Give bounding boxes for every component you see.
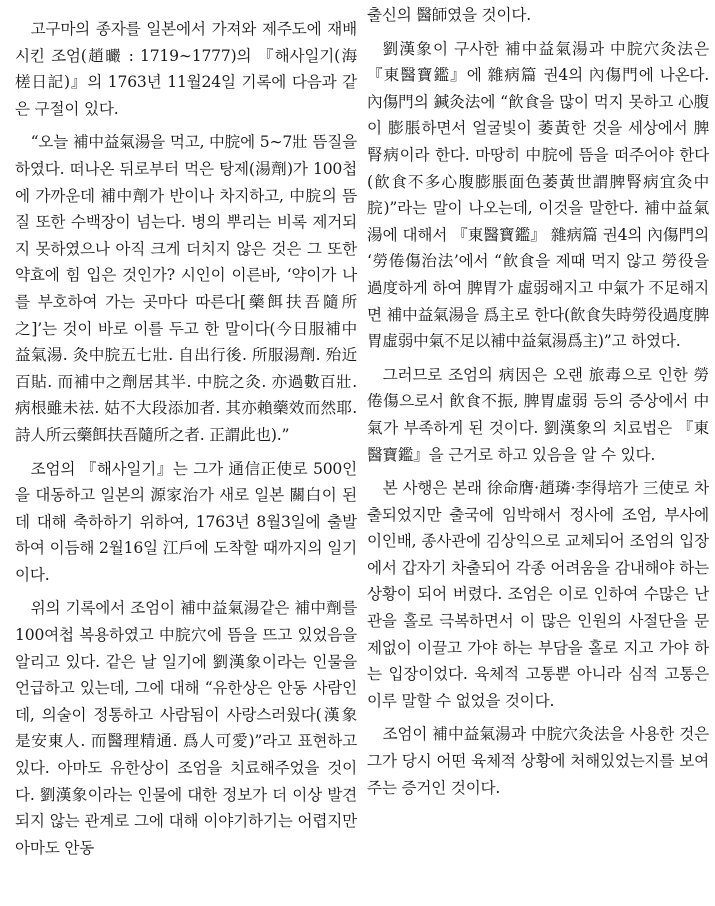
paragraph-diary-background: 조엄의 『해사일기』는 그가 通信正使로 500인을 대동하고 일본의 源家治가 새로 일본 關白이 된 데 대해 축하하기 위하여, 1763년 8월3일에 출발하여 이듬해 2월16일 江戶에 도착할 때까지의 일기이다. [15,459,357,584]
left-column [15,2,357,868]
paragraph-mission-context: 본 사행은 본래 徐命膺·趙璘·李得培가 三使로 차출되었지만 출국에 임박해서 정사에 조엄, 부사에 이인배, 종사관에 김상익으로 교체되어 조엄의 입장에서 갑자기 차출되어 각종 어려움을 감내해야 하는 상황이 되어 버렸다. 조엄은 이로 인하여 수많은 난관을 홀로 극복하면서 이 많은 인원의 사절단을 문제없이 이끌고 가야 하는 부담을 홀로 지고 가야 하는 입장이었다. 육체적 고통뿐 아니라 심적 고통은 이루 말할 수 없었을 것이다. [367,479,709,710]
paragraph-intro: 고구마의 종자를 일본에서 가져와 제주도에 재배시킨 조엄(趙曮 : 1719∼1777)의 『해사일기(海槎日記)』의 1763년 11월24일 기록에 다음과 같은 구절이 있다. [15,20,357,118]
paragraph-continuation: 출신의 醫師였을 것이다. [367,6,531,24]
right-column [367,2,709,808]
paragraph-cause: 그러므로 조엄의 病因은 오랜 旅毒으로 인한 勞倦傷으로서 飮食不振, 脾胃虛弱 등의 증상에서 中氣가 부족하게 된 것이다. 劉漢象의 치료법은 『東醫寶鑑』을 근거로 하고 있음을 알 수 있다. [367,365,709,464]
paragraph-record-analysis: 위의 기록에서 조엄이 補中益氣湯같은 補中劑를 100여첩 복용하였고 中脘穴에 뜸을 뜨고 있었음을 알리고 있다. 같은 날 일기에 劉漢象이라는 인물을 언급하고 있는데, 그에 대해 “유한상은 안동 사람인데, 의술이 정통하고 사람됨이 사랑스러웠다(漢象是安東人. 而醫理精通. 爲人可愛)”라고 표현하고 있다. 아마도 유한상이 조엄을 치료해주었을 것이다. 劉漢象이라는 인물에 대한 정보가 더 이상 발견되지 않는 관계로 그에 대해 이야기하기는 어렵지만 아마도 안동 [15,599,357,857]
paragraph-donguibogam: 劉漢象이 구사한 補中益氣湯과 中脘穴灸法은 『東醫寶鑑』에 雜病篇 권4의 內傷門에 나온다. 內傷門의 鍼灸法에 “飮食을 많이 먹지 못하고 心腹이 膨脹하면서 얼굴빛이 萎黃한 것을 세상에서 脾腎病이라 한다. 마땅히 中脘에 뜸을 떠주어야 한다(飮食不多心腹膨脹面色萎黃世謂脾腎病宜灸中脘)”라는 말이 나오는데, 이것을 말한다. 補中益氣湯에 대해서 『東醫寶鑑』 雜病篇 권4의 內傷門의 ‘勞倦傷治法’에서 “飮食을 제때 먹지 않고 勞役을 過度하게 하여 脾胃가 虛弱해지고 中氣가 不足해지면 補中益氣湯을 爲主로 한다(飮食失時勞役過度脾胃虛弱中氣不足以補中益氣湯爲主)”고 하였다. [367,39,709,351]
paragraph-conclusion: 조엄이 補中益氣湯과 中脘穴灸法을 사용한 것은 그가 당시 어떤 육체적 상황에 처해있었는지를 보여주는 증거인 것이다. [367,725,709,797]
paragraph-diary-quote: “오늘 補中益氣湯을 먹고, 中脘에 5∼7壯 뜸질을 하였다. 떠나온 뒤로부터 먹은 탕제(湯劑)가 100첩에 가까운데 補中劑가 반이나 차지하고, 中脘의 뜸질 또한 수백장이 넘는다. 병의 뿌리는 비록 제거되지 못하였으나 아직 크게 더치지 않은 것은 그 또한 약효에 힘 입은 것인가? 시인이 이른바, ‘약이가 나를 부호하여 가는 곳마다 따른다[藥餌扶吾隨所之]’는 것이 바로 이를 두고 한 말이다(今日服補中益氣湯. 灸中脘五七壯. 自出行後. 所服湯劑. 殆近百貼. 而補中之劑居其半. 中脘之灸. 亦過數百壯. 病根雖未祛. 姑不大段添加者. 其亦賴藥效而然耶. 詩人所云藥餌扶吾隨所之者. 正謂此也).” [15,133,357,444]
